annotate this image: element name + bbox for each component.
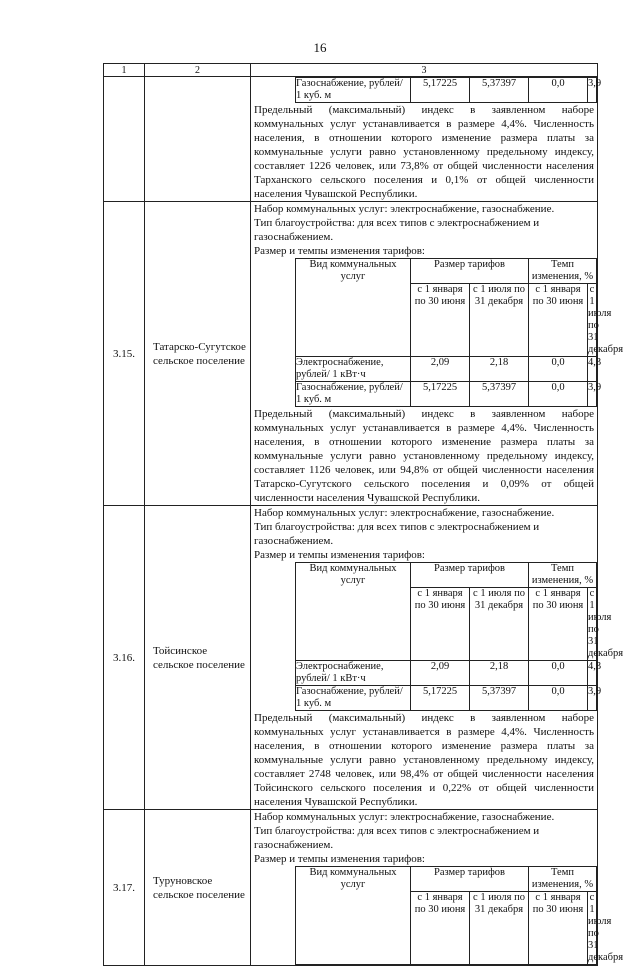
continuation-row xyxy=(104,77,598,202)
improvement-type: Тип благоустройства: для всех типов с электроснабжением и газоснабжением. xyxy=(254,521,540,547)
col-change-rate: Темп изменения, % xyxy=(529,867,597,892)
rate-jan-jun: 0,0 xyxy=(529,357,588,382)
rate-jan-jun: 0,0 xyxy=(529,78,588,103)
tariff-caption: Размер и темпы изменения тарифов: xyxy=(254,549,425,561)
value-jan-jun: 5,17225 xyxy=(411,78,470,103)
period-jan-jun: с 1 января по 30 июня xyxy=(529,892,588,965)
period-jul-dec: с 1 июля по 31 декабря xyxy=(470,892,529,965)
settlement-name: Туруновское сельское поселение xyxy=(145,810,251,966)
col-tariff-size: Размер тарифов xyxy=(411,563,529,588)
header-col-1: 1 xyxy=(104,64,145,77)
section-number: 3.15. xyxy=(104,202,145,506)
rate-jul-dec: 3,9 xyxy=(588,686,597,711)
rate-jul-dec: 4,3 xyxy=(588,661,597,686)
rate-jan-jun: 0,0 xyxy=(529,382,588,407)
tariff-row xyxy=(296,357,597,382)
period-jul-dec: с 1 июля по 31 декабря xyxy=(588,588,624,659)
period-jul-dec: с 1 июля по 31 декабря xyxy=(588,892,624,963)
value-jul-dec: 5,37397 xyxy=(470,686,529,711)
section-row-3-15 xyxy=(104,202,598,506)
page-number: 16 xyxy=(313,40,327,55)
col-service-type: Вид коммунальных услуг xyxy=(296,563,411,661)
tariff-row xyxy=(296,661,597,686)
value-jan-jun: 5,17225 xyxy=(411,686,470,711)
tariff-head-row xyxy=(296,563,597,588)
improvement-type: Тип благоустройства: для всех типов с электроснабжением и газоснабжением. xyxy=(254,217,540,243)
value-jan-jun: 2,09 xyxy=(411,357,470,382)
tariff-caption: Размер и темпы изменения тарифов: xyxy=(254,853,425,865)
col-change-rate: Темп изменения, % xyxy=(529,259,597,284)
col-service-type: Вид коммунальных услуг xyxy=(296,259,411,357)
tariff-row xyxy=(296,78,597,103)
period-jan-jun: с 1 января по 30 июня xyxy=(529,284,588,357)
settlement-name: Татарско-Сугутское сельское поселение xyxy=(145,202,251,506)
service-name: Газоснабжение, рублей/ 1 куб. м xyxy=(296,78,411,103)
rate-jul-dec: 4,3 xyxy=(588,357,597,382)
col-service-type: Вид коммунальных услуг xyxy=(296,867,411,965)
document-table xyxy=(103,63,624,966)
value-jul-dec: 5,37397 xyxy=(470,382,529,407)
header-col-2: 2 xyxy=(145,64,251,77)
rate-jan-jun: 0,0 xyxy=(529,661,588,686)
tariff-row xyxy=(296,382,597,407)
section-number: 3.16. xyxy=(104,506,145,810)
rate-jan-jun: 0,0 xyxy=(529,686,588,711)
col-tariff-size: Размер тарифов xyxy=(411,259,529,284)
header-col-3: 3 xyxy=(251,64,598,77)
improvement-type: Тип благоустройства: для всех типов с электроснабжением и газоснабжением. xyxy=(254,825,540,851)
value-jul-dec: 2,18 xyxy=(470,661,529,686)
settlement-name: Тойсинское сельское поселение xyxy=(145,506,251,810)
services-set: Набор коммунальных услуг: электроснабжение, газоснабжение. xyxy=(254,811,555,823)
section-number: 3.17. xyxy=(104,810,145,966)
period-jan-jun: с 1 января по 30 июня xyxy=(411,892,470,965)
services-set: Набор коммунальных услуг: электроснабжение, газоснабжение. xyxy=(254,203,555,215)
value-jul-dec: 5,37397 xyxy=(470,78,529,103)
period-jul-dec: с 1 июля по 31 декабря xyxy=(470,588,529,661)
tariff-row xyxy=(296,686,597,711)
period-jul-dec: с 1 июля по 31 декабря xyxy=(470,284,529,357)
period-jan-jun: с 1 января по 30 июня xyxy=(411,284,470,357)
value-jan-jun: 5,17225 xyxy=(411,382,470,407)
rate-jul-dec: 3,9 xyxy=(588,78,597,103)
period-jan-jun: с 1 января по 30 июня xyxy=(411,588,470,661)
service-name: Электроснабжение, рублей/ 1 кВт·ч xyxy=(296,661,411,686)
col-tariff-size: Размер тарифов xyxy=(411,867,529,892)
tariff-table-continuation xyxy=(295,77,602,103)
tariff-table xyxy=(295,866,624,965)
col-change-rate: Темп изменения, % xyxy=(529,563,597,588)
period-jul-dec: с 1 июля по 31 декабря xyxy=(588,284,624,355)
table-header-row xyxy=(104,64,598,77)
value-jul-dec: 2,18 xyxy=(470,357,529,382)
index-paragraph: Предельный (максимальный) индекс в заявленном наборе коммунальных услуг устанавливается в размере 4,4%. Численность населения, в отношении которого изменение размера платы за коммунальные услуги равно установленному предельному индексу, составляет 2748 человек, или 98,4% от общей численности населения Тойсинского сельского поселения и 0,22% от общей численности населения Чувашской Республики. xyxy=(254,712,594,808)
index-paragraph: Предельный (максимальный) индекс в заявленном наборе коммунальных услуг устанавливается в размере 4,4%. Численность населения, в отношении которого изменение размера платы за коммунальные услуги равно установленному предельному индексу, составляет 1226 человек, или 73,8% от общей численности населения Тарханского сельского поселения и 0,1% от общей численности населения Чувашской Республики. xyxy=(254,104,594,200)
rate-jul-dec: 3,9 xyxy=(588,382,597,407)
services-set: Набор коммунальных услуг: электроснабжение, газоснабжение. xyxy=(254,507,555,519)
section-row-3-17 xyxy=(104,810,598,966)
tariff-caption: Размер и темпы изменения тарифов: xyxy=(254,245,425,257)
value-jan-jun: 2,09 xyxy=(411,661,470,686)
service-name: Электроснабжение, рублей/ 1 кВт·ч xyxy=(296,357,411,382)
tariff-head-row xyxy=(296,259,597,284)
section-row-3-16 xyxy=(104,506,598,810)
tariff-table xyxy=(295,258,624,407)
period-jan-jun: с 1 января по 30 июня xyxy=(529,588,588,661)
tariff-table xyxy=(295,562,624,711)
service-name: Газоснабжение, рублей/ 1 куб. м xyxy=(296,686,411,711)
service-name: Газоснабжение, рублей/ 1 куб. м xyxy=(296,382,411,407)
tariff-head-row xyxy=(296,867,597,892)
index-paragraph: Предельный (максимальный) индекс в заявленном наборе коммунальных услуг устанавливается в размере 4,4%. Численность населения, в отношении которого изменение размера платы за коммунальные услуги равно установленному предельному индексу, составляет 1126 человек, или 94,8% от общей численности населения Татарско-Сугутского сельского поселения и 0,09% от общей численности населения Чувашской Республики. xyxy=(254,408,594,504)
